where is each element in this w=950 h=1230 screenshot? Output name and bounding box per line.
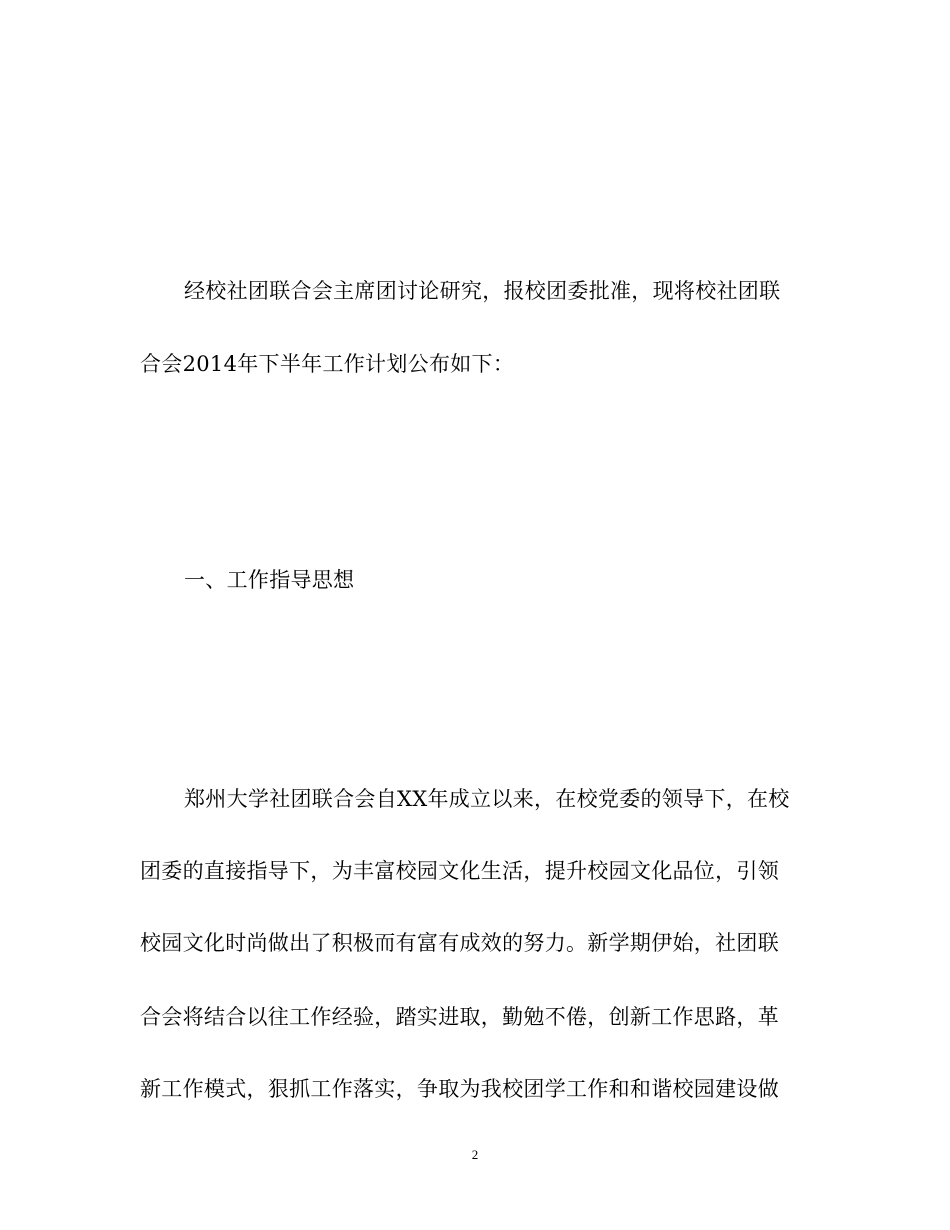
body-line-4: 合会将结合以往工作经验，踏实进取，勤勉不倦，创新工作思路，革 [140, 1005, 779, 1029]
section-heading: 一、工作指导思想 [184, 568, 355, 592]
intro-line-1: 经校社团联合会主席团讨论研究，报校团委批准，现将校社团联 [184, 279, 781, 303]
intro-line-2: 合会2014年下半年工作计划公布如下： [140, 352, 515, 376]
body-line-1: 郑州大学社团联合会自XX年成立以来，在校党委的领导下，在校 [184, 787, 790, 811]
body-line-3: 校园文化时尚做出了积极而有富有成效的努力。新学期伊始，社团联 [140, 931, 779, 955]
body-line-5: 新工作模式，狠抓工作落实，争取为我校团学工作和和谐校园建设做 [140, 1077, 779, 1101]
page-number: 2 [471, 1147, 479, 1162]
body-line-2: 团委的直接指导下，为丰富校园文化生活，提升校园文化品位，引领 [140, 859, 779, 883]
